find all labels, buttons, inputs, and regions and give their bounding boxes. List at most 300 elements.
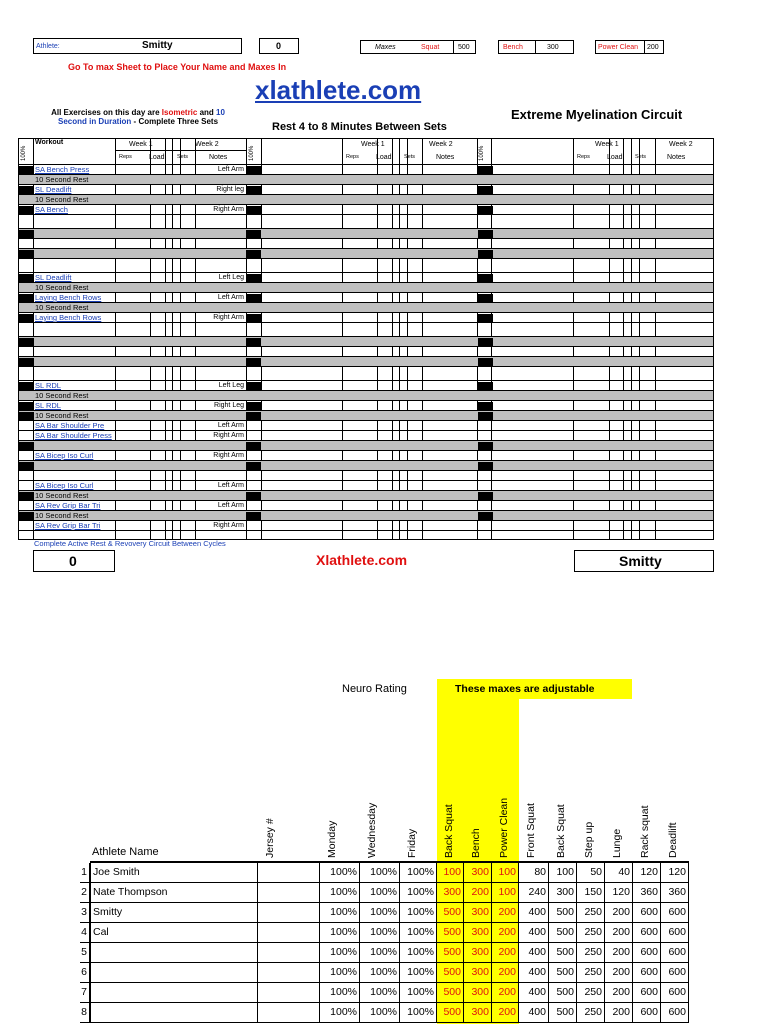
rest-marker: [478, 358, 493, 367]
grid-week2-label: Week 2: [195, 141, 219, 148]
grid-week1-label: Week 1: [595, 141, 619, 148]
rest-marker: [246, 402, 261, 411]
grid-percent-label: 100%: [21, 145, 27, 161]
max-cell[interactable]: 200: [492, 963, 519, 983]
derived-cell: 120: [605, 883, 633, 903]
grid-sets-label: Sets: [177, 154, 189, 160]
athlete-name-cell[interactable]: Joe Smith: [90, 863, 258, 883]
day-percent-cell[interactable]: 100%: [320, 863, 360, 883]
grid-reps-label: Reps: [119, 154, 132, 160]
max-cell[interactable]: 200: [492, 903, 519, 923]
derived-cell: 400: [519, 1003, 549, 1023]
exercise-name[interactable]: SL Deadlift: [35, 273, 72, 282]
exercise-name[interactable]: Laying Bench Rows: [35, 313, 102, 322]
day-percent-cell[interactable]: 100%: [360, 943, 400, 963]
rest-marker: [19, 186, 34, 195]
athlete-name-cell[interactable]: Cal: [90, 923, 258, 943]
derived-cell: 50: [577, 863, 605, 883]
rest-marker: [19, 230, 34, 239]
derived-cell: 40: [605, 863, 633, 883]
derived-cell: 200: [605, 903, 633, 923]
derived-cell: 240: [519, 883, 549, 903]
grid-week1-label: Week 1: [129, 141, 153, 148]
exercise-note: Right leg: [216, 186, 244, 193]
rest-marker: [246, 492, 261, 501]
derived-cell: 360: [661, 883, 689, 903]
day-percent-cell[interactable]: 100%: [320, 943, 360, 963]
grid-row: [19, 347, 713, 357]
grid-week1-label: Week 1: [361, 141, 385, 148]
grid-row: [19, 391, 713, 401]
grid-row: [19, 381, 713, 391]
grid-row: [19, 205, 713, 215]
jersey-cell[interactable]: [258, 963, 320, 983]
bench-label: Bench: [503, 44, 523, 51]
exercise-note: Left Arm: [217, 294, 244, 301]
exercise-name[interactable]: SA Rev Grip Bar Tri: [35, 501, 101, 510]
max-cell[interactable]: 200: [492, 983, 519, 1003]
workout-grid: [18, 138, 714, 540]
derived-cell: 400: [519, 903, 549, 923]
column-header: Bench: [470, 828, 482, 858]
grid-row: [19, 401, 713, 411]
derived-cell: 200: [605, 983, 633, 1003]
jersey-cell[interactable]: [258, 883, 320, 903]
day-percent-cell[interactable]: 100%: [400, 863, 437, 883]
rest-marker: [246, 250, 261, 259]
exercise-name: 10 Second Rest: [35, 491, 89, 500]
footer-zero-field[interactable]: [33, 550, 115, 572]
day-percent-cell[interactable]: 100%: [400, 923, 437, 943]
derived-cell: 400: [519, 923, 549, 943]
max-cell[interactable]: 200: [492, 943, 519, 963]
day-percent-cell[interactable]: 100%: [400, 883, 437, 903]
exercise-note: Right Arm: [213, 206, 244, 213]
maxes-field[interactable]: [360, 40, 476, 54]
max-cell[interactable]: 300: [464, 1003, 492, 1023]
derived-cell: 600: [661, 923, 689, 943]
rest-marker: [246, 382, 261, 391]
derived-cell: 250: [577, 903, 605, 923]
grid-row: [19, 273, 713, 283]
derived-cell: 500: [549, 983, 577, 1003]
exercise-name[interactable]: SA Bar Shoulder Press: [35, 431, 112, 440]
rest-marker: [19, 462, 34, 471]
column-header: Jersey #: [264, 818, 276, 858]
column-header: Friday: [406, 828, 418, 858]
jersey-cell[interactable]: [258, 983, 320, 1003]
max-cell[interactable]: 300: [464, 943, 492, 963]
rest-marker: [478, 462, 493, 471]
row-number: 1: [80, 863, 90, 883]
derived-cell: 600: [661, 983, 689, 1003]
derived-cell: 600: [633, 983, 661, 1003]
derived-cell: 500: [549, 1003, 577, 1023]
derived-cell: 100: [549, 863, 577, 883]
exercise-name[interactable]: SA Bicep Iso Curl: [35, 481, 94, 490]
squat-value: 500: [458, 44, 470, 51]
grid-row: [19, 421, 713, 431]
max-cell[interactable]: 100: [437, 863, 464, 883]
column-header: Monday: [326, 820, 338, 858]
derived-cell: 250: [577, 943, 605, 963]
exercise-name[interactable]: SL Deadlift: [35, 185, 72, 194]
rest-marker: [246, 186, 261, 195]
grid-row: [19, 501, 713, 511]
exercise-name[interactable]: SA Bench: [35, 205, 68, 214]
grid-reps-label: Reps: [346, 154, 359, 160]
max-cell[interactable]: 500: [437, 983, 464, 1003]
day-percent-cell[interactable]: 100%: [320, 903, 360, 923]
day-percent-cell[interactable]: 100%: [360, 963, 400, 983]
rest-marker: [478, 338, 493, 347]
rest-marker: [478, 186, 493, 195]
day-percent-cell[interactable]: 100%: [360, 1003, 400, 1023]
column-header: Back Squat: [555, 804, 567, 858]
rest-marker: [246, 358, 261, 367]
derived-cell: 200: [605, 943, 633, 963]
day-percent-cell[interactable]: 100%: [400, 903, 437, 923]
derived-cell: 500: [549, 923, 577, 943]
day-percent-cell[interactable]: 100%: [360, 983, 400, 1003]
grid-row: [19, 229, 713, 239]
day-percent-cell[interactable]: 100%: [400, 1003, 437, 1023]
exercise-note: Left Leg: [218, 274, 244, 281]
grid-sets-label: Sets: [635, 154, 647, 160]
grid-reps-label: Reps: [577, 154, 590, 160]
derived-cell: 200: [605, 923, 633, 943]
day-percent-cell[interactable]: 100%: [360, 903, 400, 923]
maxes-label: Maxes: [375, 44, 396, 51]
max-cell[interactable]: 300: [464, 863, 492, 883]
rest-marker: [19, 206, 34, 215]
exercise-name: 10 Second Rest: [35, 283, 89, 292]
max-cell[interactable]: 500: [437, 963, 464, 983]
jersey-cell[interactable]: [258, 863, 320, 883]
rest-marker: [19, 314, 34, 323]
athlete-name-cell[interactable]: Nate Thompson: [90, 883, 258, 903]
athlete-label: Athlete:: [36, 43, 60, 50]
athlete-name: Smitty: [142, 40, 173, 51]
rest-marker: [246, 512, 261, 521]
power-clean-value: 200: [647, 44, 659, 51]
derived-cell: 600: [661, 903, 689, 923]
derived-cell: 600: [633, 923, 661, 943]
grid-subheader-line: [115, 150, 247, 151]
derived-cell: 600: [661, 963, 689, 983]
grid-row: [19, 337, 713, 347]
grid-row: [19, 511, 713, 521]
grid-percent-label: 100%: [479, 145, 485, 161]
grid-row: [19, 431, 713, 441]
exercise-name[interactable]: SA Bicep Iso Curl: [35, 451, 94, 460]
grid-row: [19, 215, 713, 229]
footer-note: Complete Active Rest & Revovery Circuit Between Cycles: [34, 539, 226, 548]
athlete-name-cell[interactable]: [90, 963, 258, 983]
max-cell[interactable]: 500: [437, 923, 464, 943]
grid-row: [19, 249, 713, 259]
rest-marker: [19, 358, 34, 367]
rest-marker: [478, 206, 493, 215]
footer-athlete-field[interactable]: [574, 550, 714, 572]
day-percent-cell[interactable]: 100%: [320, 883, 360, 903]
grid-row: [19, 367, 713, 381]
rest-marker: [246, 274, 261, 283]
column-header: Rack squat: [639, 805, 651, 858]
derived-cell: 360: [633, 883, 661, 903]
rest-marker: [19, 492, 34, 501]
exercise-note: Right Arm: [213, 314, 244, 321]
squat-label: Squat: [421, 44, 440, 51]
grid-week2-label: Week 2: [429, 141, 453, 148]
derived-cell: 80: [519, 863, 549, 883]
derived-cell: 200: [605, 1003, 633, 1023]
row-number: 3: [80, 903, 90, 923]
day-percent-cell[interactable]: 100%: [400, 943, 437, 963]
bench-field[interactable]: [498, 40, 574, 54]
derived-cell: 250: [577, 1003, 605, 1023]
derived-cell: 120: [633, 863, 661, 883]
grid-row: [19, 175, 713, 185]
bench-value: 300: [547, 44, 559, 51]
athlete-name-cell[interactable]: [90, 943, 258, 963]
max-cell[interactable]: 300: [464, 983, 492, 1003]
exercise-name: 10 Second Rest: [35, 195, 89, 204]
day-percent-cell[interactable]: 100%: [320, 983, 360, 1003]
rest-marker: [478, 294, 493, 303]
max-cell[interactable]: 200: [492, 923, 519, 943]
rest-marker: [478, 442, 493, 451]
grid-sets-label: Sets: [404, 154, 416, 160]
day-percent-cell[interactable]: 100%: [320, 963, 360, 983]
exercise-note: Right Arm: [213, 432, 244, 439]
rest-marker: [478, 274, 493, 283]
derived-cell: 400: [519, 943, 549, 963]
rest-marker: [478, 412, 493, 421]
grid-row: [19, 451, 713, 461]
max-cell[interactable]: 200: [492, 1003, 519, 1023]
derived-cell: 300: [549, 883, 577, 903]
column-header: Lunge: [611, 828, 623, 858]
exercise-name[interactable]: SL RDL: [35, 381, 61, 390]
athlete-name-cell[interactable]: [90, 1003, 258, 1023]
adjustable-banner: These maxes are adjustable: [437, 679, 632, 699]
rest-marker: [19, 294, 34, 303]
grid-row: [19, 303, 713, 313]
grid-load-label: Load: [607, 154, 623, 161]
exercise-name: 10 Second Rest: [35, 511, 89, 520]
rest-marker: [246, 338, 261, 347]
grid-row: [19, 491, 713, 501]
isometric-note: All Exercises on this day are Isometric and 10 Second in Duration - Complete Three Sets: [51, 108, 225, 126]
grid-row: [19, 239, 713, 249]
grid-row: [19, 461, 713, 471]
grid-week2-label: Week 2: [669, 141, 693, 148]
footer-zero-value: 0: [69, 553, 77, 569]
zero-value: 0: [276, 41, 282, 51]
rest-marker: [246, 206, 261, 215]
exercise-note: Left Leg: [218, 382, 244, 389]
column-header: Wednesday: [366, 802, 378, 858]
power-clean-field[interactable]: [595, 40, 664, 54]
athlete-name-cell[interactable]: Smitty: [90, 903, 258, 923]
rest-marker: [478, 512, 493, 521]
rest-marker: [19, 250, 34, 259]
exercise-note: Right Leg: [214, 402, 244, 409]
exercise-note: Right Arm: [213, 452, 244, 459]
max-cell[interactable]: 100: [492, 883, 519, 903]
grid-workout-label: Workout: [35, 139, 64, 146]
day-percent-cell[interactable]: 100%: [320, 923, 360, 943]
grid-row: [19, 323, 713, 337]
grid-row: [19, 441, 713, 451]
rest-marker: [246, 166, 261, 175]
row-number: 6: [80, 963, 90, 983]
grid-notes-label: Notes: [436, 154, 455, 161]
rest-marker: [19, 338, 34, 347]
rest-marker: [478, 492, 493, 501]
grid-row: [19, 471, 713, 481]
rest-marker: [19, 166, 34, 175]
grid-load-label: Load: [376, 154, 392, 161]
grid-row: [19, 521, 713, 531]
exercise-note: Left Arm: [217, 422, 244, 429]
rest-marker: [19, 512, 34, 521]
jersey-cell[interactable]: [258, 1003, 320, 1023]
derived-cell: 250: [577, 983, 605, 1003]
day-percent-cell[interactable]: 100%: [360, 863, 400, 883]
max-cell[interactable]: 300: [464, 923, 492, 943]
rest-marker: [246, 230, 261, 239]
grid-row: [19, 283, 713, 293]
rest-marker: [246, 294, 261, 303]
max-cell[interactable]: 500: [437, 943, 464, 963]
grid-row: [19, 195, 713, 205]
derived-cell: 500: [549, 943, 577, 963]
derived-cell: 120: [661, 863, 689, 883]
rest-marker: [19, 412, 34, 421]
grid-load-label: Load: [149, 154, 165, 161]
exercise-note: Left Arm: [217, 166, 244, 173]
rest-marker: [246, 314, 261, 323]
derived-cell: 600: [633, 1003, 661, 1023]
rest-note: Rest 4 to 8 Minutes Between Sets: [272, 121, 447, 133]
exercise-name[interactable]: SA Bar Shoulder Pre: [35, 421, 105, 430]
grid-row: [19, 411, 713, 421]
jersey-cell[interactable]: [258, 903, 320, 923]
day-percent-cell[interactable]: 100%: [320, 1003, 360, 1023]
jersey-cell[interactable]: [258, 943, 320, 963]
grid-row: [19, 185, 713, 195]
max-cell[interactable]: 300: [437, 883, 464, 903]
footer-site: Xlathlete.com: [316, 552, 408, 568]
max-cell[interactable]: 500: [437, 903, 464, 923]
max-cell[interactable]: 300: [464, 963, 492, 983]
derived-cell: 200: [605, 963, 633, 983]
max-cell[interactable]: 200: [464, 883, 492, 903]
column-header: Step up: [583, 821, 595, 858]
exercise-name: 10 Second Rest: [35, 303, 89, 312]
derived-cell: 600: [661, 1003, 689, 1023]
jersey-cell[interactable]: [258, 923, 320, 943]
row-number: 4: [80, 923, 90, 943]
power-clean-label: Power Clean: [598, 44, 639, 51]
row-number: 2: [80, 883, 90, 903]
derived-cell: 500: [549, 963, 577, 983]
column-header: Power Clean: [498, 797, 510, 858]
exercise-name: 10 Second Rest: [35, 391, 89, 400]
rest-marker: [19, 274, 34, 283]
day-percent-cell[interactable]: 100%: [400, 963, 437, 983]
derived-cell: 400: [519, 983, 549, 1003]
day-percent-cell[interactable]: 100%: [400, 983, 437, 1003]
day-percent-cell[interactable]: 100%: [360, 883, 400, 903]
derived-cell: 600: [661, 943, 689, 963]
grid-notes-label: Notes: [209, 154, 228, 161]
exercise-name[interactable]: SA Bench Press: [35, 165, 90, 174]
derived-cell: 600: [633, 903, 661, 923]
rest-marker: [478, 314, 493, 323]
site-link[interactable]: xlathlete.com: [255, 75, 422, 105]
rest-marker: [19, 382, 34, 391]
rest-marker: [478, 166, 493, 175]
derived-cell: 250: [577, 963, 605, 983]
rest-marker: [19, 402, 34, 411]
exercise-note: Right Arm: [213, 522, 244, 529]
column-header: Front Squat: [525, 803, 537, 858]
footer-athlete: Smitty: [619, 553, 662, 569]
row-number: 5: [80, 943, 90, 963]
day-percent-cell[interactable]: 100%: [360, 923, 400, 943]
derived-cell: 250: [577, 923, 605, 943]
rest-marker: [246, 462, 261, 471]
grid-row: [19, 259, 713, 273]
rest-marker: [478, 402, 493, 411]
derived-cell: 500: [549, 903, 577, 923]
grid-row: [19, 313, 713, 323]
neuro-rating-label: Neuro Rating: [342, 683, 407, 695]
athlete-name-cell[interactable]: [90, 983, 258, 1003]
exercise-note: Left Arm: [217, 482, 244, 489]
grid-percent-label: 100%: [249, 145, 255, 161]
grid-row: [19, 357, 713, 367]
max-cell[interactable]: 300: [464, 903, 492, 923]
max-cell[interactable]: 500: [437, 1003, 464, 1023]
exercise-note: Left Arm: [217, 502, 244, 509]
rest-marker: [246, 442, 261, 451]
grid-notes-label: Notes: [667, 154, 686, 161]
exercise-name[interactable]: SA Rev Grip Bar Tri: [35, 521, 101, 530]
exercise-name: 10 Second Rest: [35, 175, 89, 184]
derived-cell: 400: [519, 963, 549, 983]
exercise-name[interactable]: Laying Bench Rows: [35, 293, 102, 302]
row-number: 7: [80, 983, 90, 1003]
exercise-name[interactable]: SL RDL: [35, 401, 61, 410]
zero-field[interactable]: [259, 38, 299, 54]
row-number: 8: [80, 1003, 90, 1023]
circuit-title: Extreme Myelination Circuit: [511, 107, 683, 122]
instruction-text: Go To max Sheet to Place Your Name and Maxes In: [68, 62, 287, 72]
derived-cell: 150: [577, 883, 605, 903]
rest-marker: [246, 412, 261, 421]
max-cell[interactable]: 100: [492, 863, 519, 883]
derived-cell: 600: [633, 943, 661, 963]
rest-marker: [19, 442, 34, 451]
column-header: Back Squat: [443, 804, 455, 858]
exercise-name: 10 Second Rest: [35, 411, 89, 420]
athlete-field[interactable]: [33, 38, 242, 54]
grid-row: [19, 293, 713, 303]
